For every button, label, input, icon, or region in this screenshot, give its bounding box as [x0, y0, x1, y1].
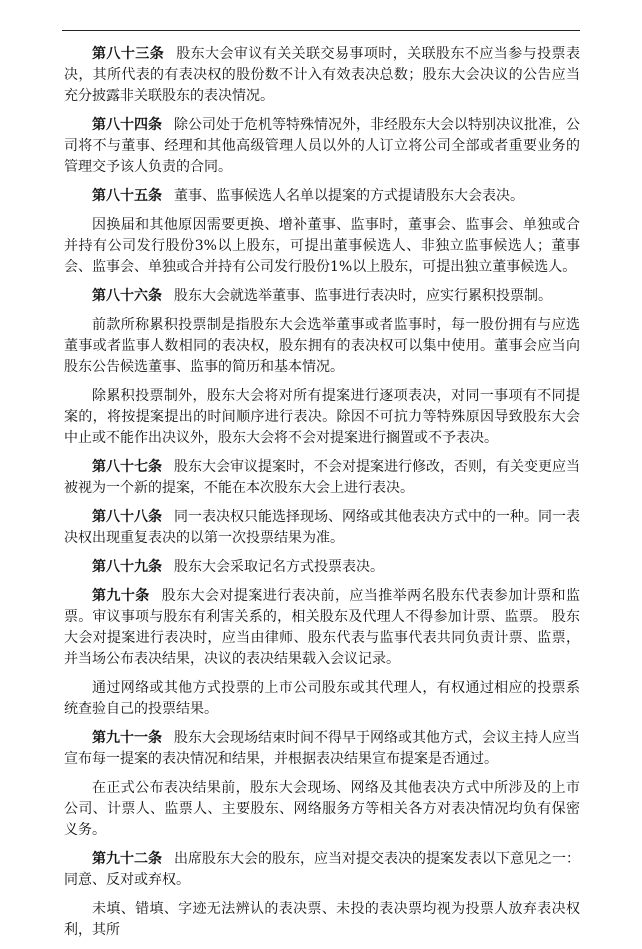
document-body — [64, 44, 580, 949]
paragraph — [64, 778, 580, 841]
article-number: 第八十八条 — [92, 509, 162, 525]
paragraph-text: 未填、错填、字迹无法辨认的表决票、未投的表决票均视为投票人放弃表决权利，其所 — [64, 901, 580, 938]
paragraph-text: 股东大会采取记名方式投票表决。 — [174, 559, 384, 575]
paragraph-text: 股东大会就选举董事、监事进行表决时，应实行累积投票制。 — [174, 288, 552, 304]
paragraph-text: 除累积投票制外，股东大会将对所有提案进行逐项表决，对同一事项有不同提案的，将按提案提出的时间顺序进行表决。除因不可抗力等特殊原因导致股东大会中止或不能作出决议外，股东大会将不会对提案进行搁置或不予表决。 — [64, 388, 580, 446]
paragraph — [64, 115, 580, 178]
paragraph — [64, 507, 580, 549]
paragraph — [64, 849, 580, 891]
paragraph-text: 同一表决权只能选择现场、网络或其他表决方式中的一种。同一表决权出现重复表决的以第一次投票结果为准。 — [64, 509, 580, 546]
paragraph-text: 股东大会审议有关关联交易事项时，关联股东不应当参与投票表决，其所代表的有表决权的股份数不计入有效表决总数；股东大会决议的公告应当充分披露非关联股东的表决情况。 — [64, 46, 580, 104]
paragraph — [64, 586, 580, 670]
paragraph — [64, 215, 580, 278]
paragraph — [64, 678, 580, 720]
paragraph — [64, 899, 580, 941]
article-number: 第八十七条 — [92, 459, 162, 475]
paragraph-text: 股东大会现场结束时间不得早于网络或其他方式，会议主持人应当宣布每一提案的表决情况和结果，并根据表决结果宣布提案是否通过。 — [64, 730, 580, 767]
paragraph — [64, 457, 580, 499]
paragraph — [64, 44, 580, 107]
paragraph — [64, 186, 580, 207]
paragraph-text: 出席股东大会的股东，应当对提交表决的提案发表以下意见之一：同意、反对或弃权。 — [64, 851, 580, 888]
paragraph-text: 股东大会对提案进行表决前，应当推举两名股东代表参加计票和监票。审议事项与股东有利害关系的，相关股东及代理人不得参加计票、监票。 股东大会对提案进行表决时，应当由律师、股东代表与监事代表共同负责计票、监票，并当场公布表决结果，决议的表决结果载入会议记录。 — [64, 588, 580, 667]
header-rule — [62, 30, 580, 31]
article-number: 第八十五条 — [92, 188, 162, 204]
paragraph — [64, 386, 580, 449]
paragraph-text: 除公司处于危机等特殊情况外，非经股东大会以特别决议批准，公司将不与董事、经理和其他高级管理人员以外的人订立将公司全部或者重要业务的管理交予该人负责的合同。 — [64, 117, 580, 175]
article-number: 第九十条 — [92, 588, 150, 604]
paragraph — [64, 286, 580, 307]
article-number: 第八十六条 — [92, 288, 162, 304]
paragraph-text: 在正式公布表决结果前，股东大会现场、网络及其他表决方式中所涉及的上市公司、计票人、监票人、主要股东、网络服务方等相关各方对表决情况均负有保密义务。 — [64, 780, 580, 838]
paragraph-text: 因换届和其他原因需要更换、增补董事、监事时，董事会、监事会、单独或合并持有公司发行股份3%以上股东，可提出董事候选人、非独立监事候选人；董事会、监事会、单独或合并持有公司发行股份1%以上股东，可提出独立董事候选人。 — [64, 217, 580, 275]
article-number: 第九十二条 — [92, 851, 162, 867]
article-number: 第八十三条 — [92, 46, 165, 62]
paragraph — [64, 557, 580, 578]
paragraph-text: 董事、监事候选人名单以提案的方式提请股东大会表决。 — [174, 188, 524, 204]
paragraph — [64, 728, 580, 770]
paragraph-text: 前款所称累积投票制是指股东大会选举董事或者监事时，每一股份拥有与应选董事或者监事人数相同的表决权，股东拥有的表决权可以集中使用。董事会应当向股东公告候选董事、监事的简历和基本情况。 — [64, 317, 580, 375]
article-number: 第八十四条 — [92, 117, 162, 133]
article-number: 第八十九条 — [92, 559, 162, 575]
paragraph-text: 股东大会审议提案时，不会对提案进行修改，否则，有关变更应当被视为一个新的提案，不能在本次股东大会上进行表决。 — [64, 459, 580, 496]
article-number: 第九十一条 — [92, 730, 162, 746]
paragraph-text: 通过网络或其他方式投票的上市公司股东或其代理人，有权通过相应的投票系统查验自己的投票结果。 — [64, 680, 580, 717]
paragraph — [64, 315, 580, 378]
